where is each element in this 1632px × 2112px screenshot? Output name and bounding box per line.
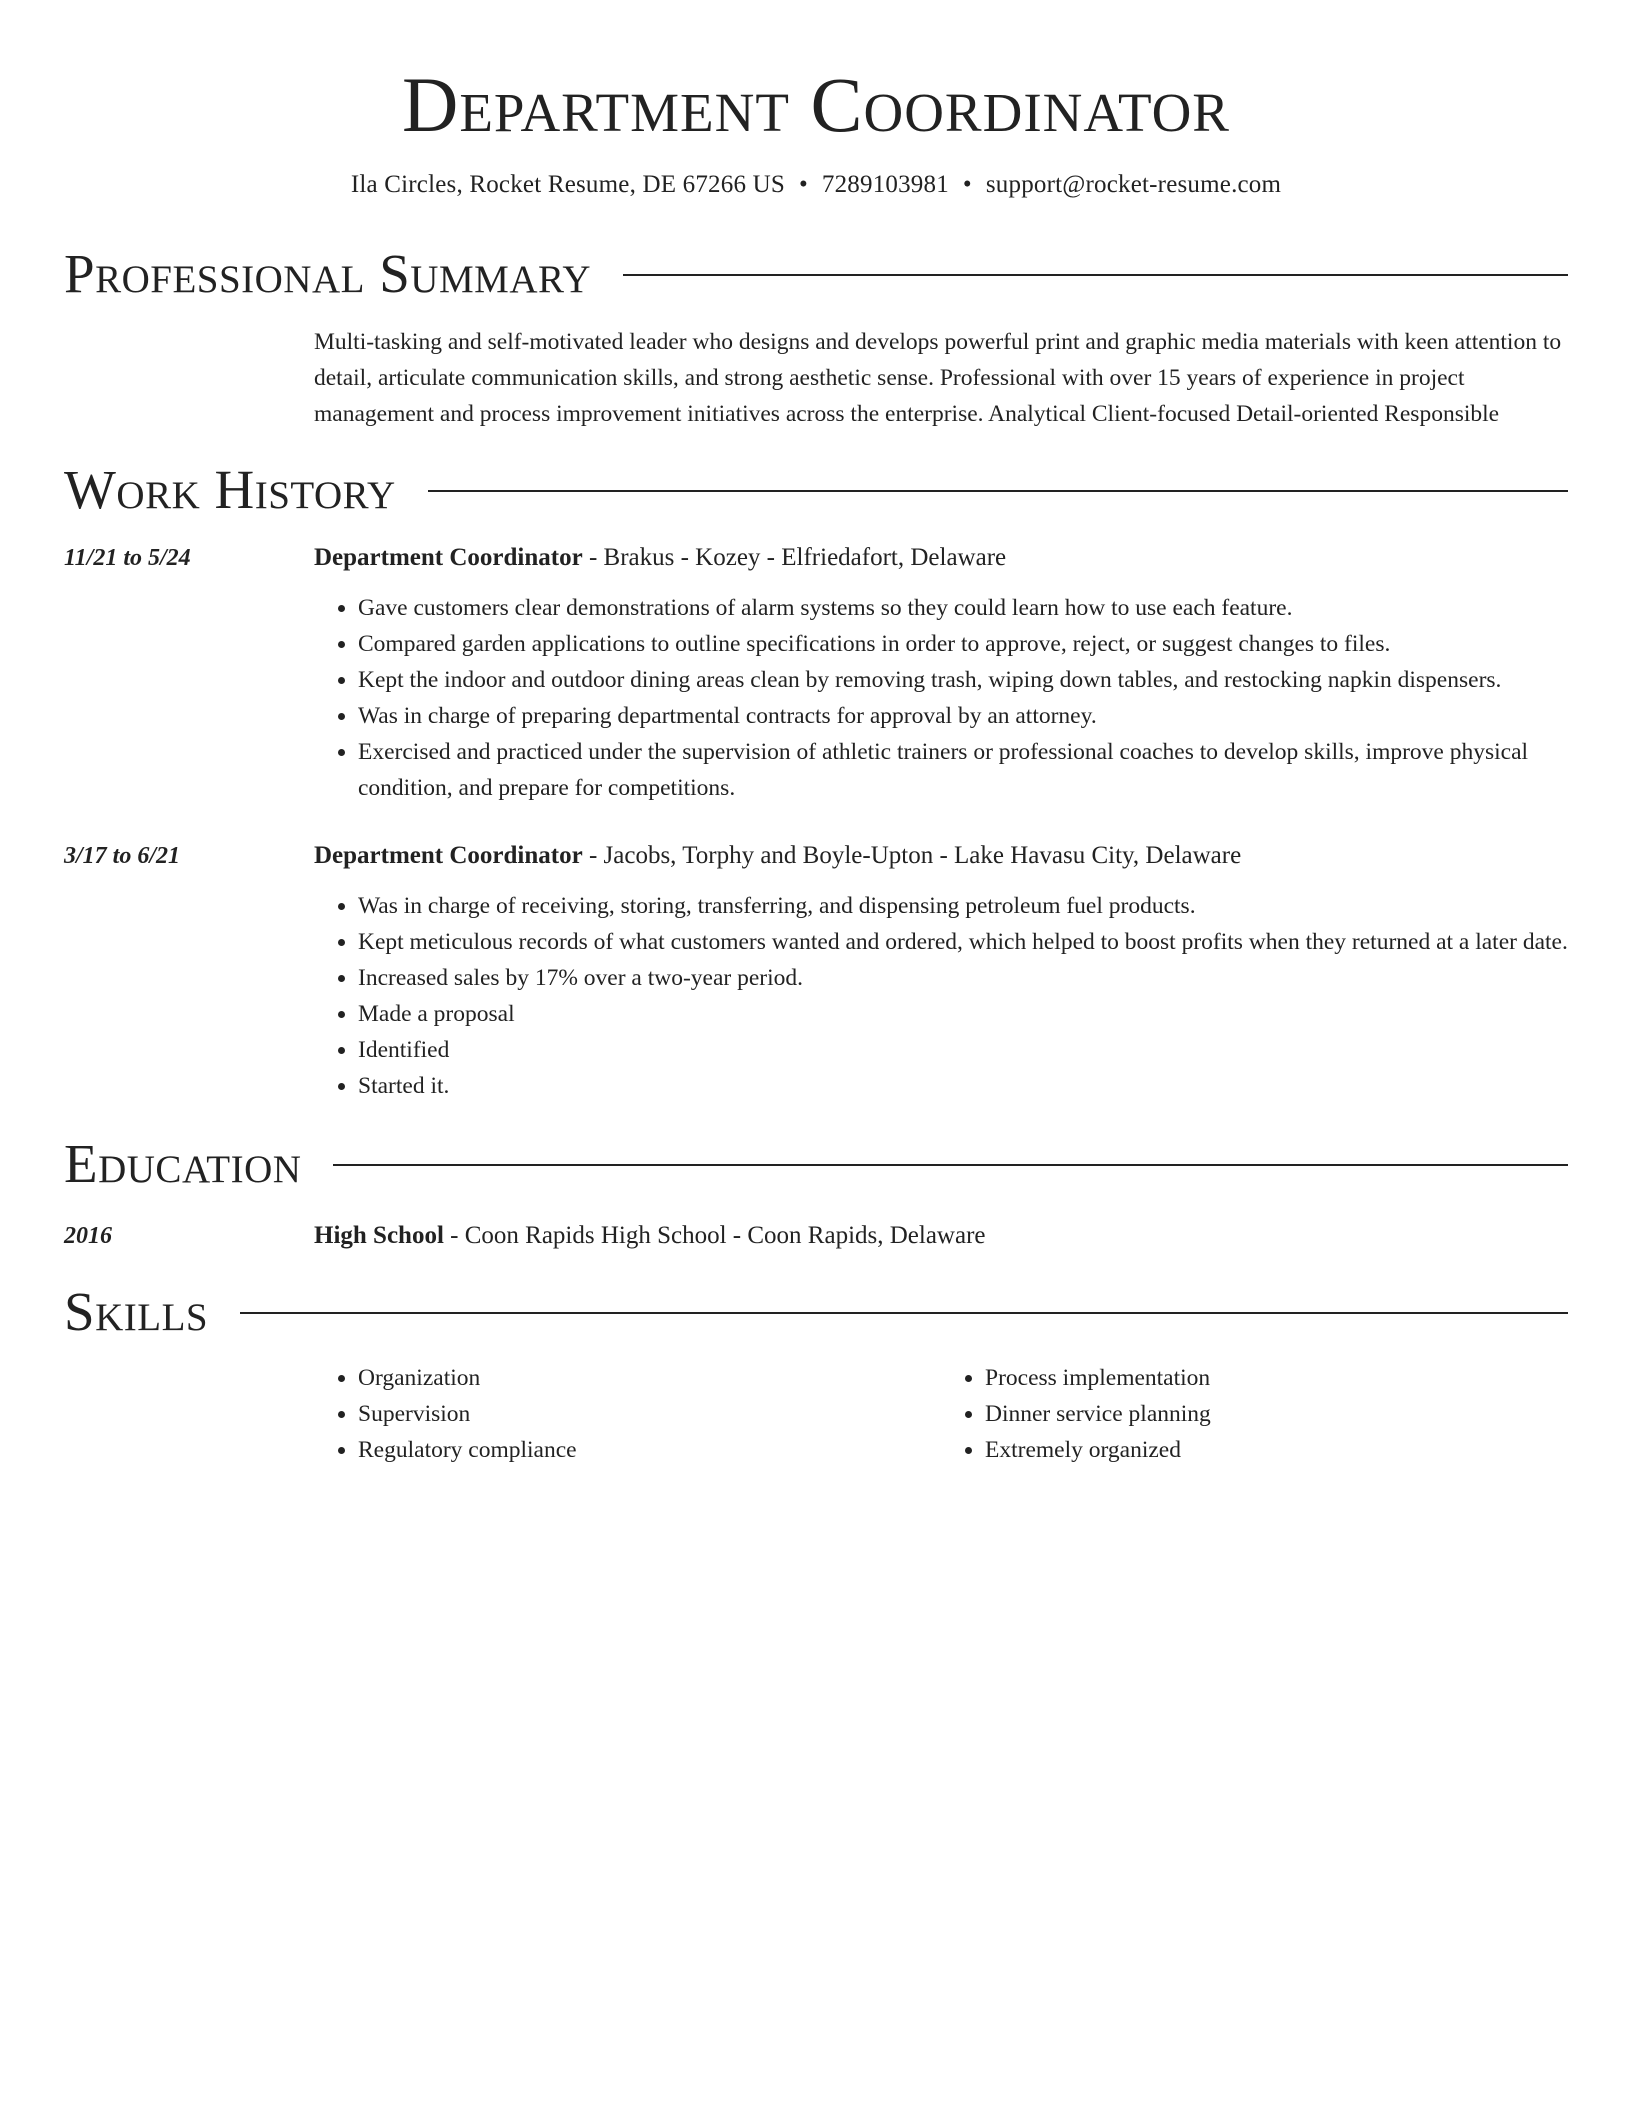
job-dates: 3/17 to 6/21	[64, 843, 181, 869]
skills-list-left	[314, 1360, 941, 1468]
skill-item: • Process implementation	[985, 1360, 1568, 1396]
contact-phone: 7289103981	[821, 171, 949, 198]
skills-row	[64, 1342, 1568, 1468]
job-bullets-container	[314, 576, 1568, 806]
contact-email: support@rocket-resume.com	[985, 171, 1282, 198]
job-bullet-list	[314, 590, 1568, 806]
job-bullets-container	[314, 874, 1568, 1104]
section-divider	[240, 1312, 1568, 1314]
job-bullet: • Was in charge of preparing departmental contracts for approval by an attorney.	[358, 698, 1568, 734]
skills-list-right	[941, 1360, 1568, 1468]
job-bullet-list	[314, 888, 1568, 1104]
job-employer-location: - Brakus - Kozey - Elfriedafort, Delaware	[582, 544, 1007, 571]
skills-columns	[314, 1360, 1568, 1468]
education-section-title: Education	[64, 1133, 302, 1194]
job-bullets-row	[64, 874, 1568, 1104]
job-bullet: • Made a proposal	[358, 996, 1568, 1032]
skill-item: • Dinner service planning	[985, 1396, 1568, 1432]
job-dates: 11/21 to 5/24	[64, 545, 191, 571]
job-bullet: • Increased sales by 17% over a two-year period.	[358, 960, 1568, 996]
section-divider	[428, 490, 1568, 492]
job-left-spacer	[64, 576, 314, 806]
job-heading	[314, 540, 1568, 576]
skills-section-header	[64, 1282, 1568, 1342]
education-degree: High School	[314, 1222, 444, 1249]
education-section-header	[64, 1134, 1568, 1194]
summary-row	[64, 304, 1568, 432]
job-position: Department Coordinator	[314, 544, 583, 571]
section-divider	[623, 274, 1568, 276]
section-divider	[333, 1164, 1568, 1166]
job-employer-location: - Jacobs, Torphy and Boyle-Upton - Lake Havasu City, Delaware	[582, 842, 1242, 869]
job-bullet: • Kept meticulous records of what customers wanted and ordered, which helped to boost profits when they returned at a later date.	[358, 924, 1568, 960]
job-left-spacer	[64, 874, 314, 1104]
skill-item: • Supervision	[358, 1396, 941, 1432]
resume-name: Department Coordinator	[401, 61, 1230, 148]
education-school-location: - Coon Rapids High School - Coon Rapids, Delaware	[443, 1222, 986, 1249]
job-bullet: • Was in charge of receiving, storing, transferring, and dispensing petroleum fuel products.	[358, 888, 1568, 924]
job-bullet: • Gave customers clear demonstrations of alarm systems so they could learn how to use each feature.	[358, 590, 1568, 626]
contact-separator: •	[962, 171, 972, 198]
job-bullet: • Exercised and practiced under the supervision of athletic trainers or professional coaches to develop skills, improve physical condition, and prepare for competitions.	[358, 734, 1568, 806]
skills-left-spacer	[64, 1342, 314, 1468]
education-heading	[314, 1218, 1568, 1254]
job-position: Department Coordinator	[314, 842, 583, 869]
contact-separator: •	[798, 171, 808, 198]
job-bullet: • Compared garden applications to outline specifications in order to approve, reject, or suggest changes to files.	[358, 626, 1568, 662]
summary-left-spacer	[64, 304, 314, 432]
job-bullet: • Identified	[358, 1032, 1568, 1068]
job-bullet: • Kept the indoor and outdoor dining areas clean by removing trash, wiping down tables, and restocking napkin dispensers.	[358, 662, 1568, 698]
skill-item: • Regulatory compliance	[358, 1432, 941, 1468]
skills-section-title: Skills	[64, 1281, 209, 1342]
education-entry	[64, 1218, 1568, 1254]
summary-section-title: Professional Summary	[64, 243, 592, 304]
education-year: 2016	[64, 1223, 112, 1249]
job-heading	[314, 838, 1568, 874]
job-bullets-row	[64, 576, 1568, 806]
job-header-row	[64, 838, 1568, 874]
skill-item: • Extremely organized	[985, 1432, 1568, 1468]
job-entry	[64, 838, 1568, 1104]
work-section-title: Work History	[64, 459, 396, 520]
summary-text: Multi-tasking and self-motivated leader who designs and develops powerful print and graphic media materials with keen attention to detail, articulate communication skills, and strong aesthetic sense. Professional with over 15 years of experience in project management and process improvement initiatives across the enterprise. Analytical Client-focused Detail-oriented Responsible	[314, 329, 1562, 427]
job-bullet: • Started it.	[358, 1068, 1568, 1104]
job-header-row	[64, 540, 1568, 576]
summary-section-header	[64, 244, 1568, 304]
skill-item: • Organization	[358, 1360, 941, 1396]
work-section-header	[64, 460, 1568, 520]
job-entry	[64, 540, 1568, 806]
contact-line	[64, 168, 1568, 202]
contact-address: Ila Circles, Rocket Resume, DE 67266 US	[350, 171, 785, 198]
